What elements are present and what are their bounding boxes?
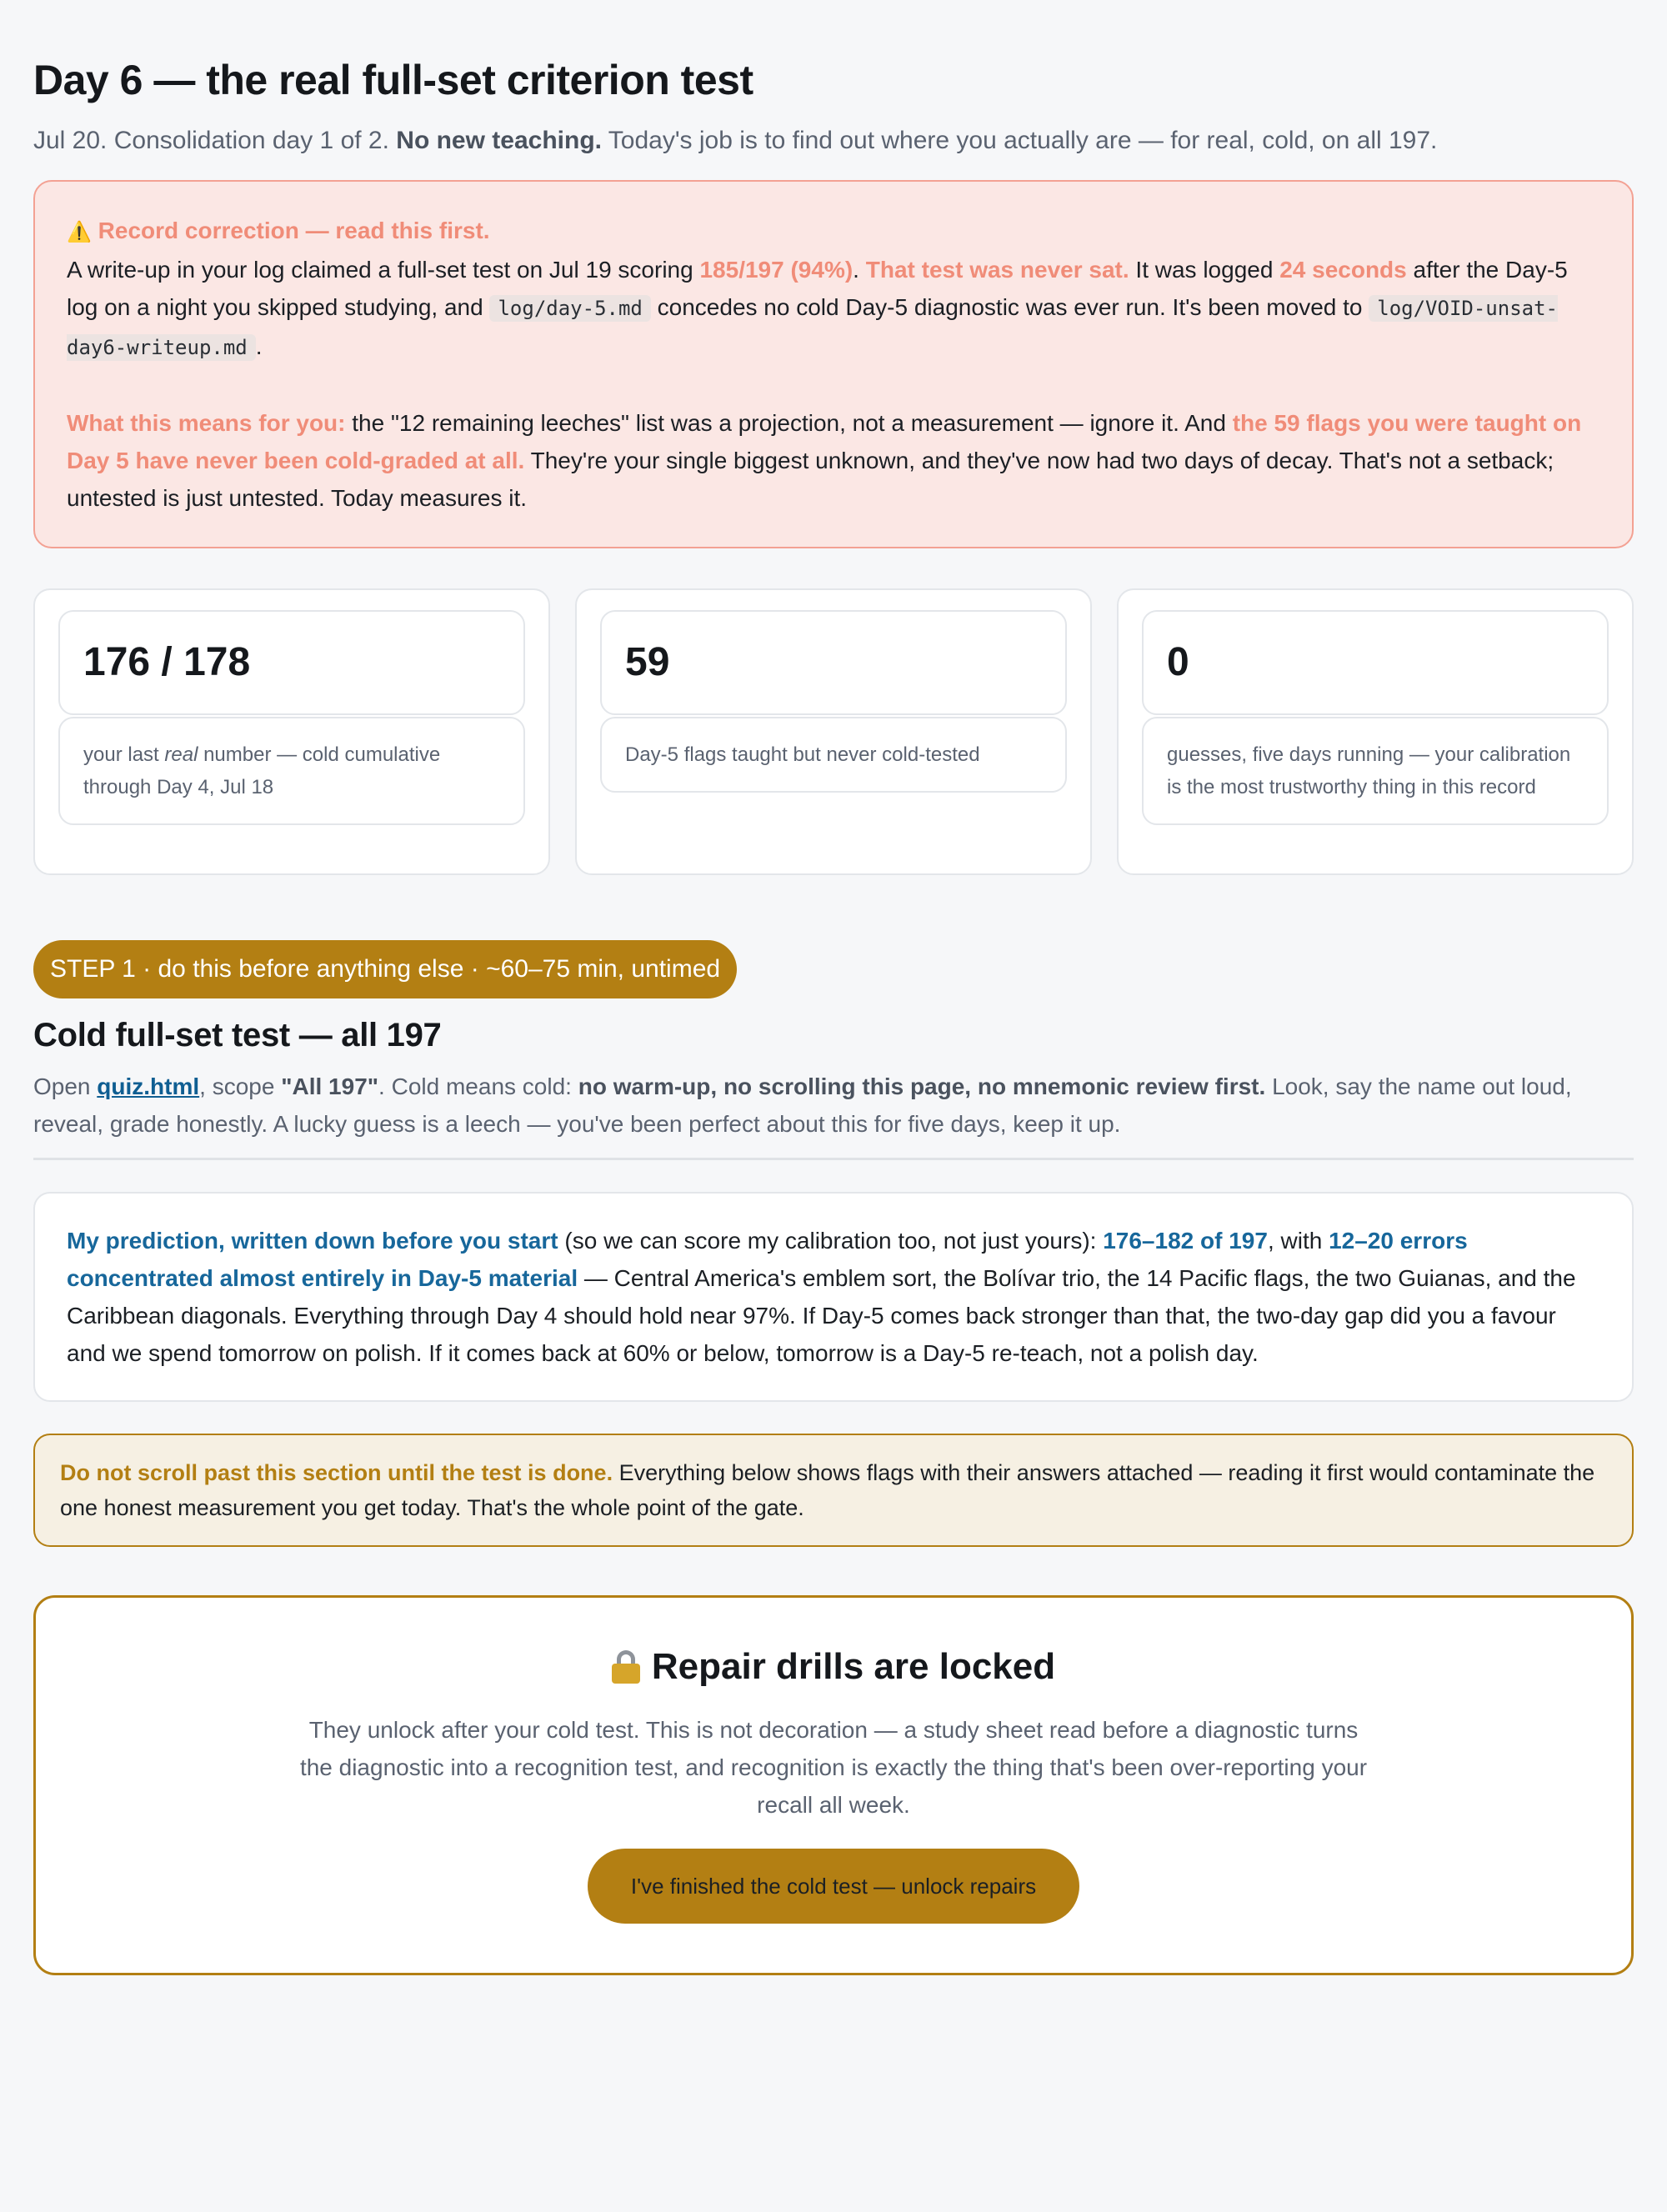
- correction-text: concedes no cold Day-5 diagnostic was ever run. It's been moved to: [650, 293, 1369, 320]
- void-writeup-path: log/VOID-unsat-day6-writeup.md: [67, 296, 1558, 359]
- stat-value: 59: [600, 610, 1067, 715]
- step-text: . Cold means cold:: [378, 1073, 578, 1099]
- correction-text: They're your single biggest unknown, and they've now had two days of decay. That's not a setback; untested is just untested. Today measures it.: [67, 447, 1554, 511]
- repair-drills-locked-panel: [33, 1595, 1634, 1975]
- prediction-text: (so we can score my calibration too, not just yours):: [558, 1227, 1104, 1254]
- step-text: , scope: [199, 1073, 282, 1099]
- correction-text: A write-up in your log claimed a full-set test on Jul 19 scoring: [67, 256, 700, 283]
- stat-value: 0: [1142, 610, 1609, 715]
- step-text: Open: [33, 1073, 98, 1099]
- stat-card-guesses: [1117, 588, 1634, 875]
- warning-icon: ⚠️: [67, 220, 92, 243]
- prediction-label: My prediction, written down before you start: [67, 1227, 558, 1254]
- quiz-scope: "All 197": [281, 1073, 379, 1099]
- prediction-card: [33, 1192, 1634, 1402]
- lock-icon: [612, 1650, 640, 1684]
- quiz-link[interactable]: quiz.html: [97, 1073, 200, 1099]
- untested-flags-note: the 59 flags you were taught on Day 5 have never been cold-graded at all.: [67, 409, 1582, 473]
- day5-log-path: log/day-5.md: [489, 295, 650, 322]
- scroll-gate-warning: [33, 1434, 1634, 1547]
- never-sat-note: That test was never sat.: [865, 256, 1129, 283]
- stat-description-text: guesses, five days running — your calibration is the most trustworthy thing in this record: [1167, 743, 1571, 798]
- step-1-description: [33, 1068, 1634, 1160]
- page-subtitle: [33, 123, 1634, 158]
- subtitle-tail: Today's job is to find out where you actually are — for real, cold, on all 197.: [601, 126, 1438, 154]
- predicted-errors: 12–20 errors concentrated almost entirely in Day-5 material: [67, 1227, 1468, 1291]
- page-title: Day 6 — the real full-set criterion test: [33, 57, 753, 103]
- record-correction-alert: [33, 180, 1634, 548]
- stat-description: [1142, 717, 1609, 825]
- correction-paragraph-2: [67, 404, 1600, 517]
- stat-description-emphasis: real: [164, 743, 198, 766]
- unlock-repairs-button[interactable]: I've finished the cold test — unlock repairs: [588, 1849, 1079, 1924]
- stat-description-text: Day-5 flags taught but never cold-tested: [625, 743, 980, 766]
- correction-heading-line: [67, 212, 1600, 251]
- cold-rules: no warm-up, no scrolling this page, no mnemonic review first.: [578, 1073, 1266, 1099]
- spacer: [67, 367, 1600, 404]
- locked-heading: [612, 1646, 1055, 1688]
- step-text: Look, say the name out loud, reveal, grade honestly. A lucky guess is a leech — you've been perfect about this for five days, keep it up.: [33, 1073, 1572, 1137]
- stat-value: 176 / 178: [58, 610, 525, 715]
- stats-row: [33, 588, 1634, 875]
- stat-description-text: number — cold cumulative through Day 4, Jul 18: [83, 743, 441, 798]
- correction-text: It was logged: [1129, 256, 1280, 283]
- prediction-text: — Central America's emblem sort, the Bolívar trio, the 14 Pacific flags, the two Guianas, and the Caribbean diagonals. Everything through Day 4 should hold near 97%. If Day-5 comes back stronger than that, the two-day gap did you a favour and we spend tomorrow on polish. If it comes back at 60% or below, tomorrow is a Day-5 re-teach, not a polish day.: [67, 1264, 1576, 1366]
- step-1-badge: STEP 1 · do this before anything else · ~60–75 min, untimed: [33, 940, 737, 998]
- predicted-range: 176–182 of 197: [1103, 1227, 1268, 1254]
- gate-warning-text: Everything below shows flags with their answers attached — reading it first would contaminate the one honest measurement you get today. That's the whole point of the gate.: [60, 1459, 1595, 1520]
- stat-description: [58, 717, 525, 825]
- stat-card-last-real: [33, 588, 550, 875]
- subtitle-lead: Jul 20. Consolidation day 1 of 2.: [33, 126, 397, 154]
- correction-text: .: [255, 333, 263, 359]
- stat-card-untested-flags: [575, 588, 1092, 875]
- locked-explanation: They unlock after your cold test. This is not decoration — a study sheet read before a diagnostic turns the diagnostic into a recognition test, and recognition is exactly the thing that's been over-reporting your recall all week.: [299, 1716, 1368, 1818]
- correction-text: .: [853, 256, 866, 283]
- logged-seconds: 24 seconds: [1279, 256, 1407, 283]
- correction-text: the "12 remaining leeches" list was a projection, not a measurement — ignore it. And: [345, 409, 1233, 436]
- prediction-text: , with: [1267, 1227, 1329, 1254]
- correction-heading: Record correction — read this first.: [98, 217, 490, 243]
- gate-warning-bold: Do not scroll past this section until the test is done.: [60, 1459, 613, 1485]
- meaning-label: What this means for you:: [67, 409, 346, 436]
- claimed-score: 185/197 (94%): [699, 256, 854, 283]
- subtitle-emphasis: No new teaching.: [396, 126, 602, 154]
- correction-paragraph-1: [67, 251, 1600, 367]
- step-1-title: Cold full-set test — all 197: [33, 1016, 442, 1053]
- correction-text: after the Day-5 log on a night you skipped studying, and: [67, 256, 1568, 320]
- stat-description-text: your last: [83, 743, 165, 766]
- stat-description: [600, 717, 1067, 793]
- locked-title: Repair drills are locked: [651, 1645, 1056, 1687]
